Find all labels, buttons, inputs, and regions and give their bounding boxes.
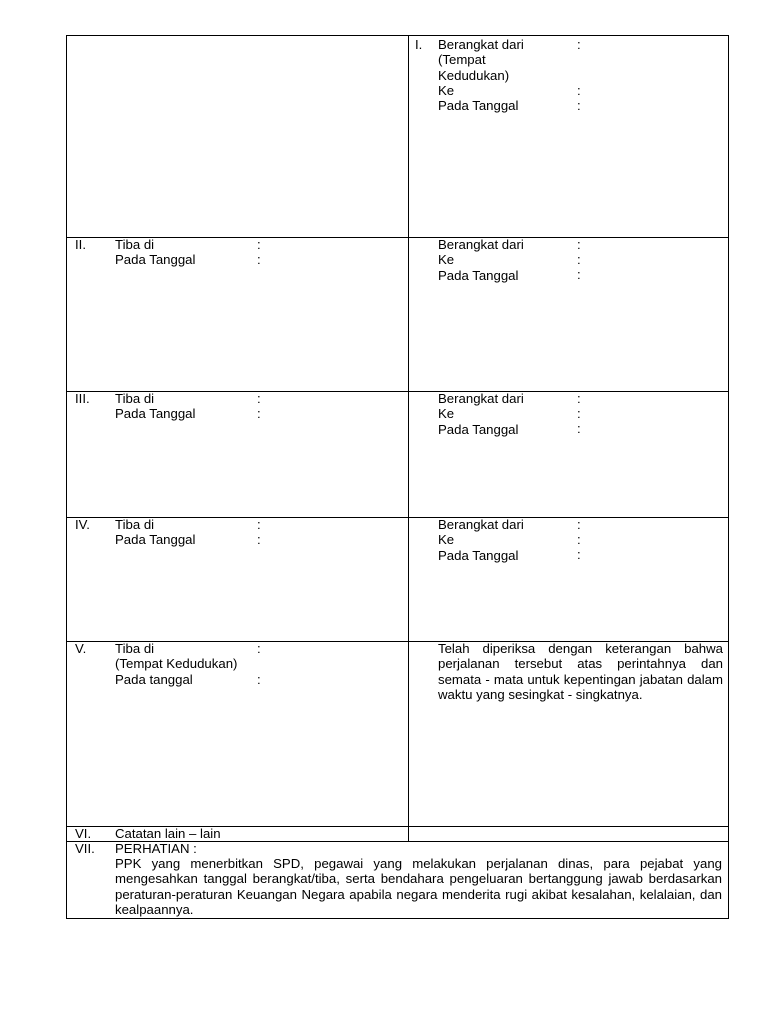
colon: : bbox=[577, 237, 581, 252]
perhatian-title: PERHATIAN : bbox=[115, 841, 197, 856]
label-berangkat-dari: Berangkat dari bbox=[438, 37, 524, 52]
section-ii-right-labels bbox=[438, 237, 524, 283]
colon: : bbox=[257, 532, 261, 547]
label-pada-tanggal: Pada Tanggal bbox=[438, 547, 519, 563]
colon: : bbox=[577, 517, 581, 532]
label-pada-tanggal: Pada Tanggal bbox=[438, 267, 519, 283]
section-number-vi: VI. bbox=[75, 826, 92, 841]
label-pada-tanggal: Pada Tanggal bbox=[115, 252, 196, 268]
colon: : bbox=[577, 267, 581, 282]
label-pada-tanggal: Pada tanggal bbox=[115, 671, 193, 687]
section-iv-left-labels bbox=[115, 517, 195, 548]
perhatian-text: PPK yang menerbitkan SPD, pegawai yang melakukan perjalanan dinas, para pejabat yang mengesahkan tanggal berangkat/tiba, serta bendahara pengeluaran bertanggung jawab berdasarkan peraturan-peraturan Keuangan Negara apabila negara menderita rugi akibat kesalahan, kelalaian, dan kealpaannya. bbox=[115, 856, 722, 917]
label-tempat: (Tempat bbox=[438, 52, 486, 68]
section-number-vii: VII. bbox=[75, 841, 95, 856]
label-tiba-di: Tiba di bbox=[115, 517, 155, 532]
colon: : bbox=[257, 517, 261, 532]
colon: : bbox=[577, 98, 581, 113]
verification-statement: Telah diperiksa dengan keterangan bahwa perjalanan tersebut atas perintahnya dan semata - mata untuk kepentingan jabatan dalam waktu yang sesingkat - singkatnya. bbox=[438, 641, 723, 702]
label-kedudukan: Kedudukan) bbox=[438, 67, 510, 83]
label-tiba-di: Tiba di bbox=[115, 237, 155, 252]
label-pada-tanggal: Pada Tanggal bbox=[115, 532, 196, 548]
label-pada-tanggal: Pada Tanggal bbox=[438, 98, 519, 114]
label-ke: Ke bbox=[438, 82, 455, 98]
section-number-ii: II. bbox=[75, 237, 86, 252]
section-i-right-labels bbox=[438, 37, 524, 113]
section-iii-right-labels bbox=[438, 391, 524, 437]
label-berangkat-dari: Berangkat dari bbox=[438, 237, 524, 252]
section-number-iii: III. bbox=[75, 391, 90, 406]
colon: : bbox=[257, 406, 261, 421]
colon: : bbox=[257, 641, 261, 656]
section-iii-left-labels bbox=[115, 391, 195, 422]
label-tiba-di: Tiba di bbox=[115, 641, 155, 656]
label-pada-tanggal: Pada Tanggal bbox=[115, 406, 196, 422]
label-ke: Ke bbox=[438, 406, 455, 422]
colon: : bbox=[577, 391, 581, 406]
label-berangkat-dari: Berangkat dari bbox=[438, 517, 524, 532]
label-ke: Ke bbox=[438, 532, 455, 548]
label-tempat-kedudukan: (Tempat Kedudukan) bbox=[115, 656, 238, 672]
catatan-label: Catatan lain – lain bbox=[115, 826, 221, 841]
colon: : bbox=[257, 672, 261, 687]
colon: : bbox=[577, 83, 581, 98]
label-tiba-di: Tiba di bbox=[115, 391, 155, 406]
section-v-left-labels bbox=[115, 641, 237, 687]
label-pada-tanggal: Pada Tanggal bbox=[438, 421, 519, 437]
colon: : bbox=[577, 532, 581, 547]
spd-travel-form bbox=[66, 35, 729, 919]
colon: : bbox=[577, 406, 581, 421]
section-number-iv: IV. bbox=[75, 517, 90, 532]
colon: : bbox=[577, 547, 581, 562]
colon: : bbox=[257, 252, 261, 267]
column-divider bbox=[408, 36, 409, 841]
colon: : bbox=[577, 421, 581, 436]
colon: : bbox=[577, 37, 581, 52]
section-ii-left-labels bbox=[115, 237, 195, 268]
label-ke: Ke bbox=[438, 252, 455, 268]
section-number-v: V. bbox=[75, 641, 87, 656]
label-berangkat-dari: Berangkat dari bbox=[438, 391, 524, 406]
section-iv-right-labels bbox=[438, 517, 524, 563]
section-number-i: I. bbox=[415, 37, 423, 52]
colon: : bbox=[577, 252, 581, 267]
colon: : bbox=[257, 237, 261, 252]
colon: : bbox=[257, 391, 261, 406]
